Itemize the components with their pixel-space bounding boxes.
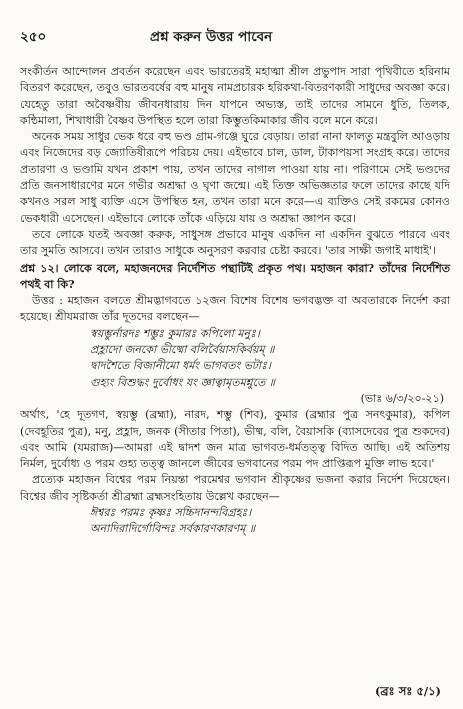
verse-line: অনাদিরাদির্গোবিন্দঃ সর্বকারণকারণম্‌ ॥ — [90, 522, 256, 536]
page-body — [20, 64, 450, 538]
sanskrit-verse — [20, 326, 450, 391]
verse-line: স্বয়ম্ভুর্নারদঃ শম্ভুঃ কুমারঃ কপিলো মনুঃ। — [90, 326, 260, 340]
running-title: প্রশ্ন করুন উত্তর পাবেন — [150, 29, 273, 45]
verse-reference: (ভাঃ ৬/৩/২০-২১) — [360, 391, 444, 405]
question-heading: প্রশ্ন ১২। লোকে বলে, মহাজনদের নির্দেশিত পন্থাটিই প্রকৃত পথ। মহাজন কারা? তাঁদের নির্দেশিত পথই বা কি? — [20, 261, 450, 291]
paragraph: সংকীর্তন আন্দোলন প্রবর্তন করেছেন এবং ভারতেরই মহাত্মা শ্রীল প্রভুপাদ সারা পৃথিবীতে হরিনাম বিতরণ করেছেন, তবুও ভারতবর্ষের বহু মানুষ নামপ্রচারক হরিকথা-বিতরণকারী সাধুদের অবজ্ঞা করে। যেহেতু তারা অবৈষ্ণবীয় জীবনধারায় দিন যাপনে অভ্যস্ত, তাই তাদের সামনে ধুতি, তিলক, কন্ঠিমালা, শিখাধারী বৈষ্ণব উপস্থিত হলে তারা কিম্ভুতকিমাকার জীব বলে মনে করে। — [20, 65, 450, 127]
verse-line: প্রহ্লাদো জনকো ভীষ্মো বলির্বৈয়াসকির্বয়ম্‌ ॥ — [90, 343, 275, 357]
paragraph: তবে লোকে যতই অবজ্ঞা করুক, সাধুসঙ্গ প্রভাবে মানুষ একদিন না একদিন বুঝতে পারবে এবং তার সুমতি আসবে। তখন তারাও সাধুকে অনুসরণ করবার চেষ্টা করবে। 'তার সাক্ষী জগাই মাধাই'। — [20, 227, 450, 258]
paragraph: প্রত্যেক মহাজন বিশ্বের পরম নিয়ন্তা পরমেশ্বর ভগবান শ্রীকৃষ্ণের ভজনা করার নির্দেশ দিয়েছেন। বিশ্বের জীব সৃষ্টিকর্তা শ্রীব্রহ্মা ব্রহ্মসংহিতায় উল্লেখ করছেন— — [20, 473, 450, 503]
page-number: ২৫০ — [20, 29, 47, 45]
verse-line: ঈশ্বরঃ পরমঃ কৃষ্ণঃ সচ্চিদানন্দবিগ্রহঃ। — [90, 506, 252, 520]
answer-paragraph: উত্তর : মহাজন বলতে শ্রীমদ্ভাগবতে ১২জন বিশেষ বিশেষ ভগবদ্ভক্ত বা অবতারকে নির্দেশ করা হয়েছে। শ্রীযমরাজ তাঁর দূতদের বলছেন— — [20, 294, 450, 324]
sanskrit-verse — [20, 505, 450, 538]
verse-line: গুহ্যং বিশুদ্ধং দুর্বোধং যং জ্ঞাত্বামৃতমশ্নুতে ॥ — [90, 375, 275, 389]
verse-line: দ্বাদশৈতে বিজানীমো ধর্মং ভাগবতং ভটাঃ। — [90, 359, 271, 373]
paragraph: অনেক সময় সাধুর ভেক ধরে বহু ভণ্ড গ্রাম-গঞ্জে ঘুরে বেড়ায়। তারা নানা ফালতু মন্ত্রবুলি আওড়ায় এবং নিজেদের বড় জ্যোতিষীরূপে পরিচয় দেয়। এইভাবে চাল, ডাল, টাকাপয়সা সংগ্রহ করে। তাদের প্রতারণা ও ভণ্ডামি যখন প্রকাশ পায়, তখন তাদের নাগাল পাওয়া যায় না। পরিণামে সেই ভণ্ডদের প্রতি জনসাধারণের মনে গভীর অশ্রদ্ধা ও ঘৃণা জন্মে। এই তিক্ত অভিজ্ঞতার ফলে তাদের কাছে যদি কখনও সরল সাধু ব্যক্তি এসে উপস্থিত হন, তখন তারা মনে করে—এ ব্যক্তিও সেই রকমের কোনও ভেকধারী এসেছেন। এইভাবে লোকে তাঁকে এড়িয়ে যায় ও অশ্রদ্ধা জ্ঞাপন করে। — [20, 130, 450, 225]
paragraph: অর্থাৎ, 'হে দূতগণ, স্বয়ম্ভু (ব্রহ্মা), নারদ, শম্ভু (শিব), কুমার (ব্রহ্মার পুত্র সনৎকুমার), কপিল (দেবহূতির পুত্র), মনু, প্রহ্লাদ, জনক (সীতার পিতা), ভীষ্ম, বলি, বৈয়াসকি (ব্যাসদেবের পুত্র শুকদেব) এবং আমি (যমরাজ)—আমরা এই দ্বাদশ জন মাত্র ভাগবত-ধর্মতত্ত্ব বিদিত আছি। এই অতিশয় নির্মল, দুর্বোধ্য ও পরম গুহ্য তত্ত্ব জানলে জীবের ভগবানের পরম পদ প্রাপ্তিরূপ মুক্তি লাভ হবে।' — [20, 408, 450, 471]
footer-reference: (ব্রঃ সঃ ৫/১) — [374, 684, 441, 698]
